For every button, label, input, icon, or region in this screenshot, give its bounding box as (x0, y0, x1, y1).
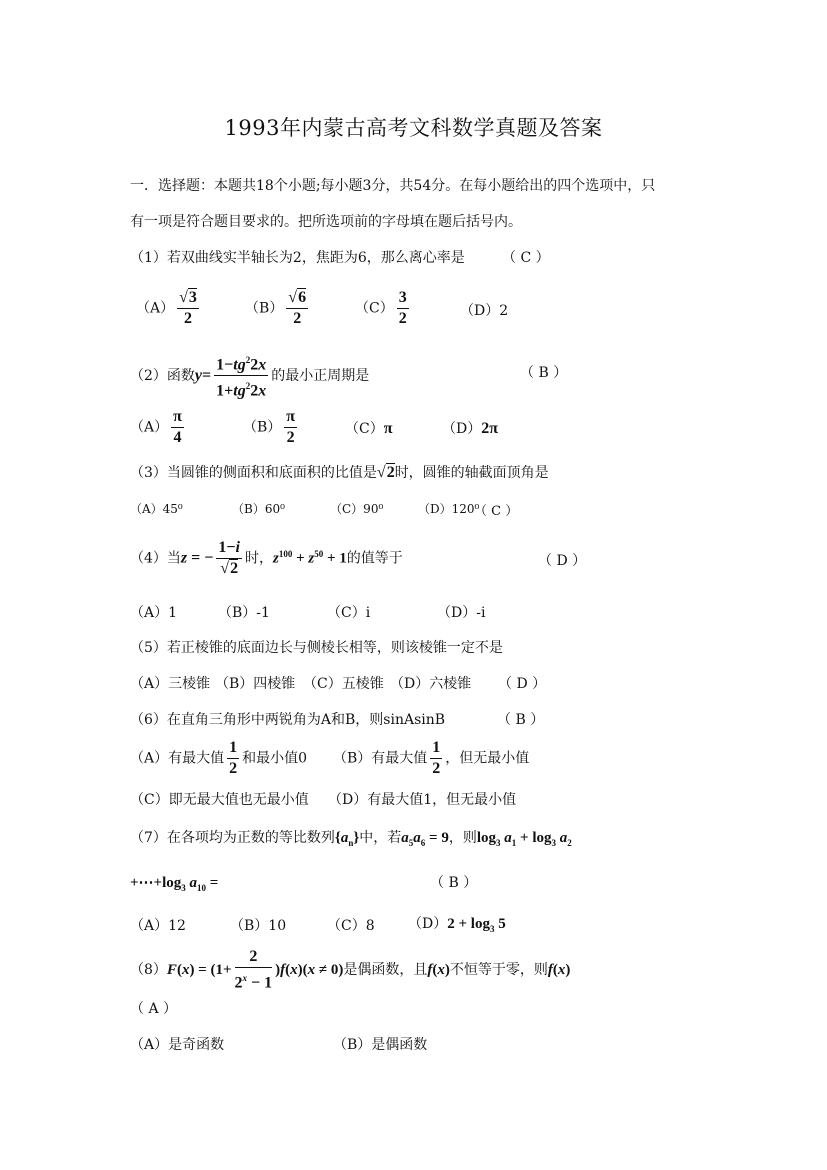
question-1-option-c (355, 288, 412, 329)
page-title: 1993年内蒙古高考文科数学真题及答案 (224, 116, 603, 140)
question-6-answer: （ B ） (497, 712, 545, 728)
question-5-option-c: （C）五棱锥 (303, 676, 384, 692)
question-6-stem: （6）在直角三角形中两锐角为A和B，则sinAsinB (130, 712, 446, 728)
question-3-answer: （ C ） (474, 504, 519, 519)
question-4-option-d: （D）-i (437, 605, 486, 621)
f-of-x-formula: $\frac{2}{2^x - 1}$ (234, 948, 273, 992)
question-6-option-a: （A）有最大值 $\frac{1}{2}$ 和最小值0 (130, 739, 308, 777)
three-over-2-formula: $\frac{3}{2}$ (398, 289, 407, 327)
z-value-formula: $\frac{1-i}{√2}$ (218, 539, 240, 577)
question-2-stem: （2）函数y= $\frac{1-tg^22x}{1+tg^22x}$ 的最小正周期是 (130, 350, 369, 402)
question-5-option-a: （A）三棱锥 (130, 676, 211, 692)
question-5-stem: （5）若正棱锥的底面边长与侧棱长相等，则该棱锥一定不是 (130, 640, 503, 656)
question-7-answer: （ B ） (430, 875, 478, 891)
section-intro-line-1: 一．选择题：本题共18个小题;每小题3分，共54分。在每小题给出的四个选项中，只 (130, 178, 656, 194)
question-8-answer: （ A ） (130, 1001, 178, 1017)
question-7-option-d: $(D)2 + \log_3 5$ (408, 916, 506, 934)
question-6-option-d: （D）有最大值1，但无最小值 (328, 792, 517, 808)
question-6-option-b: （B）有最大值 $\frac{1}{2}$ ，但无最小值 (333, 739, 530, 777)
question-5-answer: （ D ） (498, 676, 547, 692)
question-1-option-b (245, 288, 311, 329)
question-7-option-c: （C）8 (327, 918, 375, 934)
question-5-option-d: （D）六棱锥 (390, 676, 472, 692)
section-intro-line-2: 有一项是符合题目要求的。把所选项前的字母填在题后括号内。 (130, 214, 522, 230)
sqrt2-formula: √2 (376, 464, 395, 481)
question-3-option-b: （B）60⁰ (232, 502, 285, 516)
question-7-option-b: （B）10 (230, 918, 287, 934)
period-function-formula: $\frac{1-tg^22x}{1+tg^22x}$ (214, 350, 268, 402)
question-6-option-c: （C）即无最大值也无最小值 (130, 792, 309, 808)
question-7-stem-continued: $+\cdots+\log_3$ $a_{10}$ = (130, 875, 219, 893)
question-1-option-d: （D）2 (460, 303, 509, 319)
question-3-stem: （3）当圆锥的侧面积和底面积的比值是√2时，圆锥的轴截面顶角是 (130, 464, 549, 481)
pi-over-2-formula: $\frac{\pi}{2}$ (286, 408, 296, 446)
question-2-option-a: （A） $\frac{\pi}{4}$ (130, 408, 182, 446)
option-label: （B） (245, 300, 284, 317)
question-4-stem: （4）当z = − $\frac{1-i}{√2}$ 时，$z^{100} + z^{50} + 1$的值等于 (130, 539, 403, 577)
question-3-option-a: （A）45⁰ (130, 502, 183, 516)
question-8-stem: （8）F(x) = (1+ $\frac{2}{2^x - 1}$ )f(x)(x ≠ 0)是偶函数，且f(x)不恒等于零，则f(x) (130, 948, 571, 992)
pi-over-4-formula: $\frac{\pi}{4}$ (173, 408, 182, 446)
one-half-formula: $\frac{1}{2}$ (229, 739, 238, 777)
question-8-option-a: （A）是奇函数 (130, 1037, 225, 1053)
question-2-option-c: （C）π (345, 420, 393, 437)
question-1-option-a (136, 288, 202, 329)
question-3-option-d: （D）120⁰ (418, 502, 480, 516)
question-8-option-b: （B）是偶函数 (333, 1037, 428, 1053)
question-2-option-d: （D）2π (442, 420, 498, 437)
question-4-option-c: （C）i (327, 605, 371, 621)
question-7-option-a: （A）12 (130, 918, 186, 934)
question-7-stem: （7）在各项均为正数的等比数列$\{a_n\}$中，若$a_5a_6 = 9$，则$\log_3 a_1 + \log_3 a_2$ (130, 830, 572, 848)
option-label: （A） (136, 300, 175, 317)
question-5-option-b: （B）四棱锥 (215, 676, 296, 692)
question-2-answer: （ B ） (520, 365, 568, 381)
question-3-option-c: （C）90⁰ (330, 502, 384, 516)
question-4-answer: （ D ） (538, 553, 587, 569)
sqrt6-over-2-formula: $\frac{√6}{2}$ (288, 289, 307, 327)
question-1-answer: （ C ） (502, 250, 550, 266)
question-1-stem: （1）若双曲线实半轴长为2，焦距为6，那么离心率是 (130, 250, 465, 266)
option-label: （C） (355, 300, 394, 317)
question-4-option-a: （A）1 (130, 605, 178, 621)
one-half-formula: $\frac{1}{2}$ (432, 739, 441, 777)
sqrt3-over-2-formula: $\frac{√3}{2}$ (179, 289, 197, 327)
question-2-option-b: （B） $\frac{\pi}{2}$ (243, 408, 296, 446)
question-4-option-b: （B）-1 (218, 605, 270, 621)
